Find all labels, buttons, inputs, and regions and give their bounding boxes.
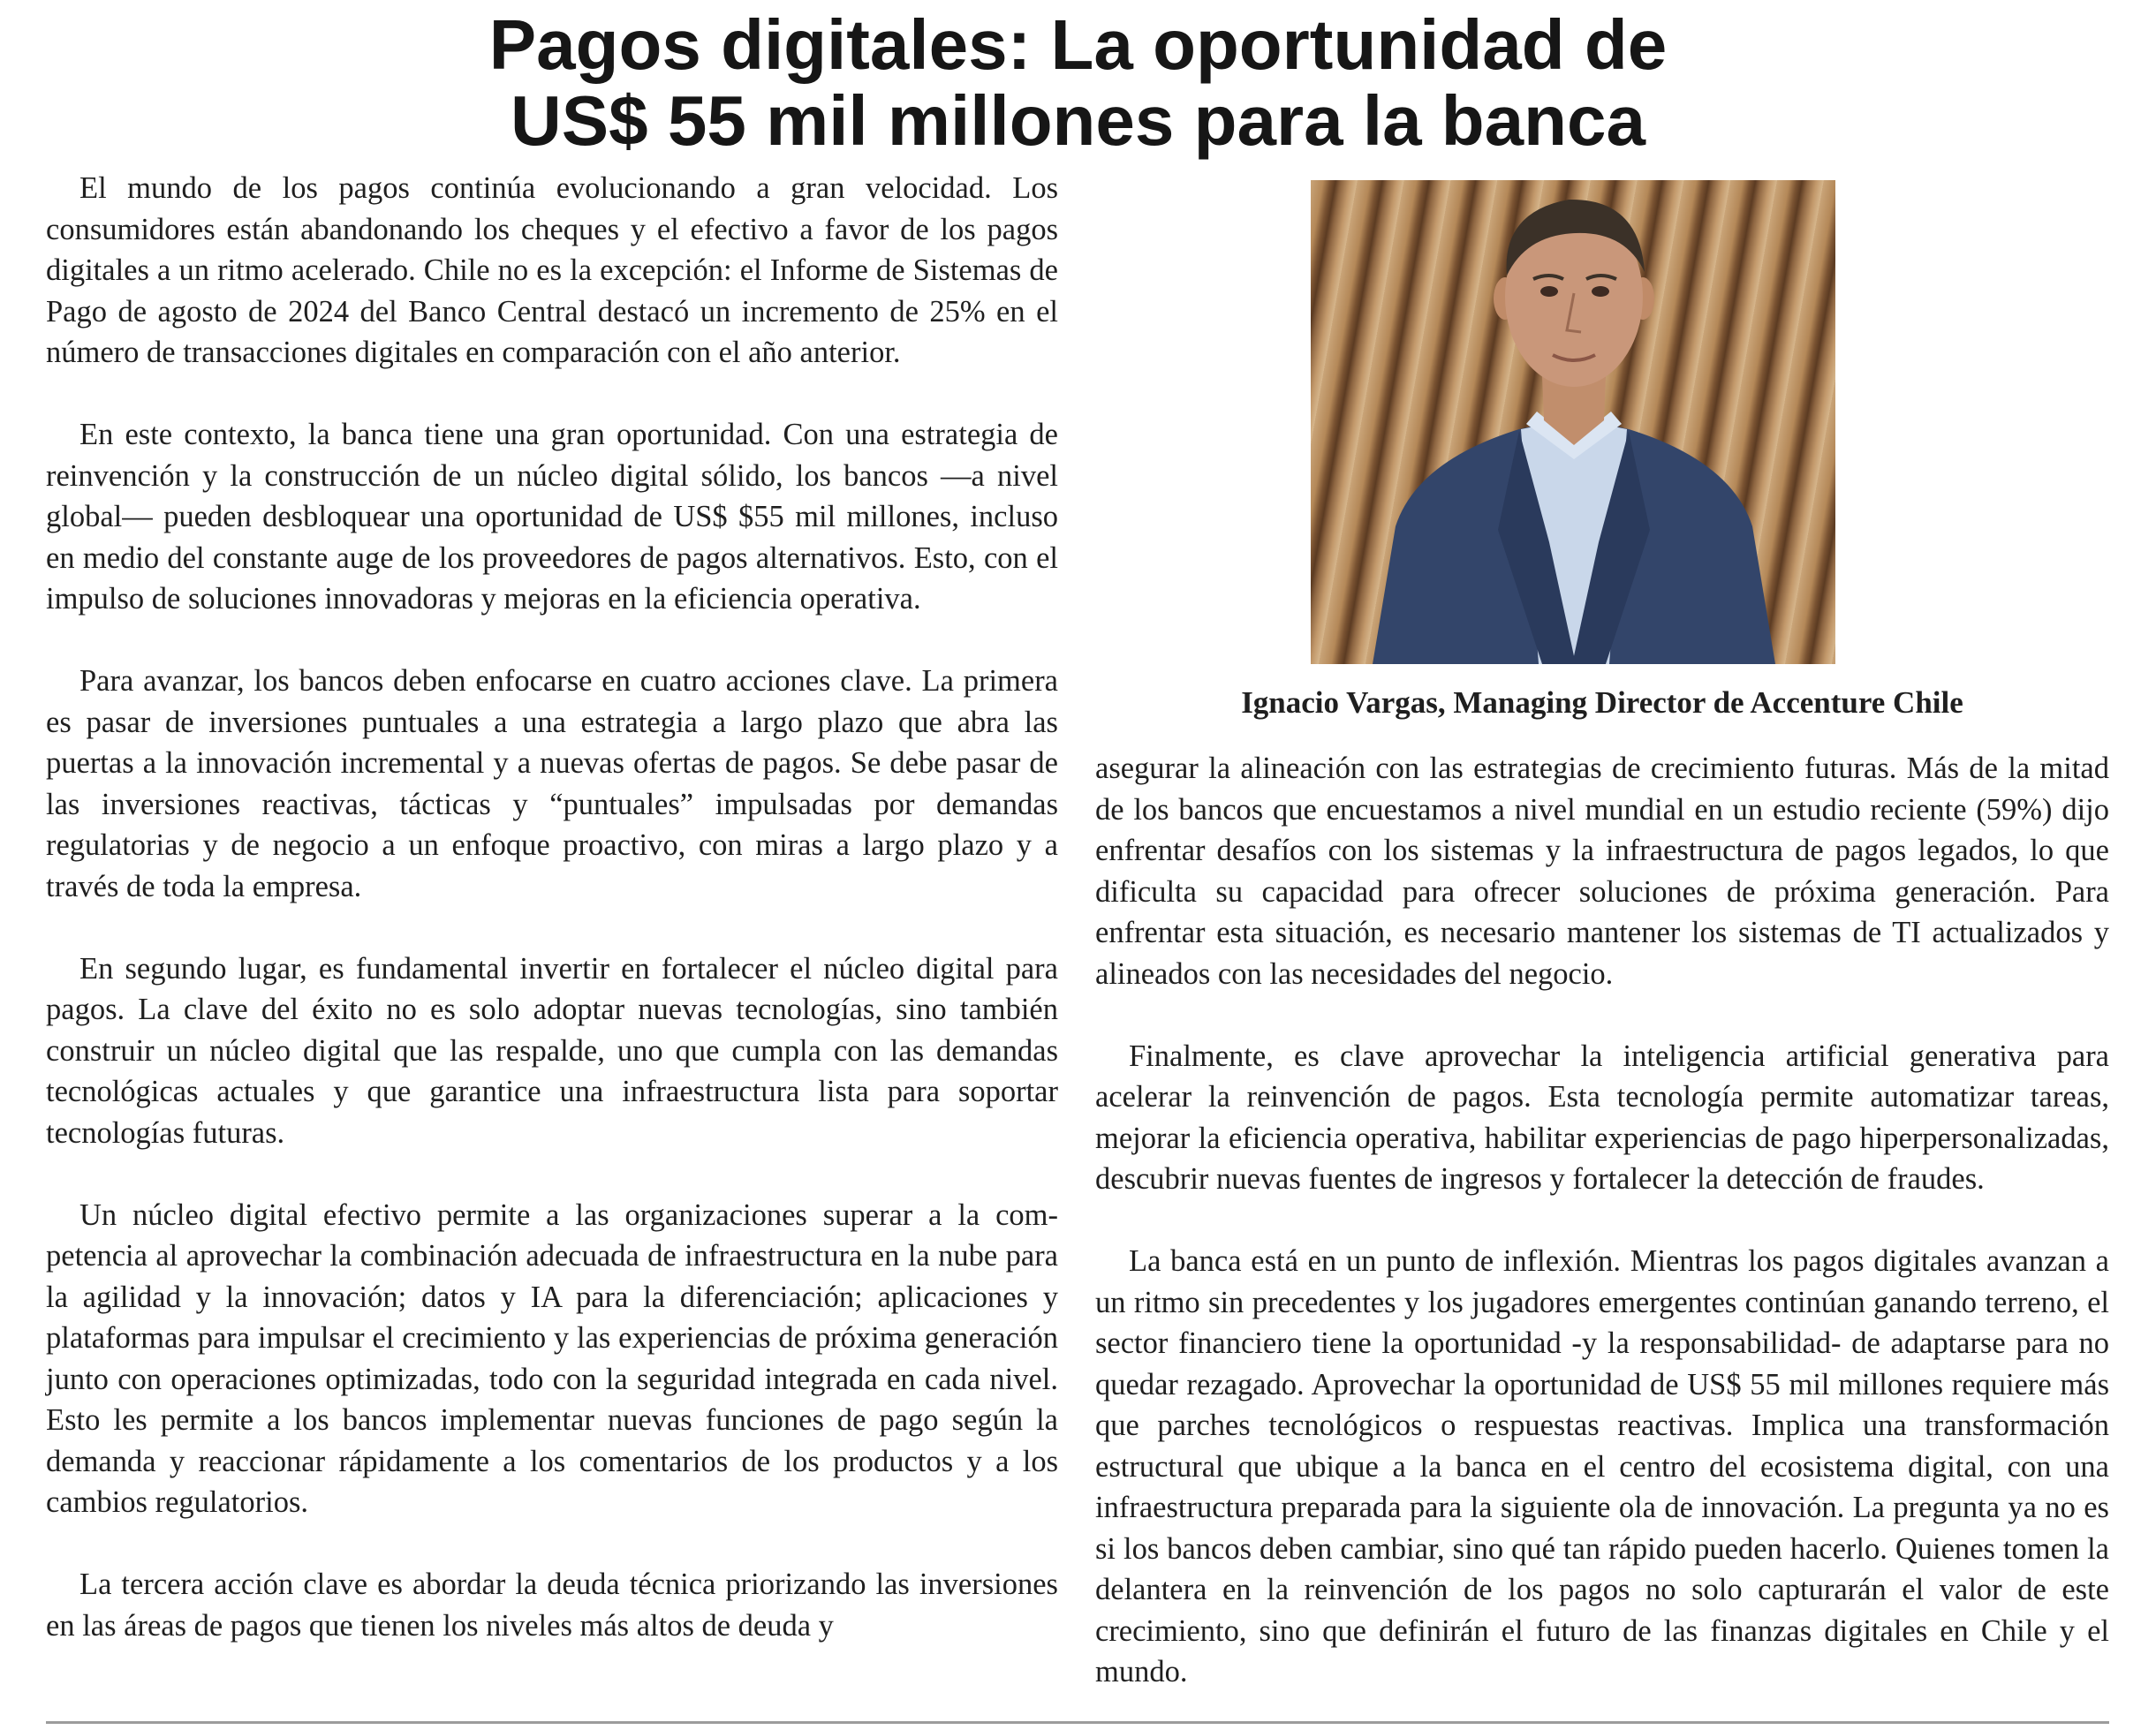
article-headline xyxy=(0,7,2156,159)
headline-line-1: Pagos digitales: La oportunidad de xyxy=(488,5,1668,84)
paragraph-6: La tercera acción clave es abordar la deuda técnica priorizando las inversiones en las áreas de pagos que tienen los niveles más altos de deuda y xyxy=(46,1568,1058,1643)
bottom-rule xyxy=(46,1721,2109,1724)
paragraph-5: Un núcleo digital efectivo permite a las organizaciones superar a la competencia al aprovechar la combinación adecuada de infraestructura en la nube para la agilidad y la innovación; datos y IA para la diferenciación; aplicaciones y plataformas para impulsar el crecimiento y las experiencias de próxima generación junto con operaciones optimizadas, todo con la seguridad integrada en cada nivel. Esto les permite a los bancos implementar nuevas funciones de pago según la demanda y reaccionar rápidamente a los comentarios de los productos y a los cambios regulatorios. xyxy=(46,1197,1058,1519)
paragraph-3: Para avanzar, los bancos deben enfocarse en cuatro acciones clave. La primera es pasar de inversiones puntuales a una estrategia a largo plazo que abra las puertas a la innovación incremental y a nuevas ofertas de pagos. Se debe pasar de las inversiones reactivas, tácticas y “puntuales” impulsadas por demandas regulatorias y de negocio a un enfoque proactivo, con miras a largo plazo y a través de toda la empresa. xyxy=(46,664,1058,903)
photo-caption: Ignacio Vargas, Managing Director de Accenture Chile xyxy=(1241,685,1963,720)
left-column xyxy=(46,168,1058,1646)
portrait-photo xyxy=(1311,180,1835,664)
paragraph-9: La banca está en un punto de inflexión. Mientras los pagos digitales avanzan a un ritmo sin precedentes y los jugadores emergentes continúan ganando terreno, el sector financiero tiene la oportunidad -y la responsabilidad- de adaptarse para no quedar rezagado. Aprovechar la oportunidad de US$ 55 mil millones requiere más que parches tecnológicos o respuestas reactivas. Implica una transformación estructural que ubique a la banca en el centro del ecosistema digital, con una infraestructura preparada para la siguiente ola de innovación. La pregunta ya no es si los bancos deben cambiar, sino qué tan rápido pueden hacerlo. Quienes tomen la delantera en la reinvención de los pagos no solo capturarán el valor de este crecimiento, sino que definirán el futuro de las finanzas digitales en Chile y el mundo. xyxy=(1095,1244,2109,1688)
portrait-illustration xyxy=(1311,180,1835,664)
paragraph-7: asegurar la alineación con las estrategias de crecimiento futuras. Más de la mitad de los bancos que encuestamos a nivel mundial en un estudio reciente (59%) dijo enfrentar desafíos con los sistemas y la infraestructura de pagos legados, lo que dificulta su capacidad para ofrecer soluciones de próxima generación. Para enfrentar esta situación, es necesario mantener los sistemas de TI actualizados y alineados con las necesidades del negocio. xyxy=(1095,752,2109,991)
paragraph-2: En este contexto, la banca tiene una gran oportunidad. Con una estrategia de reinvención y la construcción de un núcleo digital sólido, los bancos —a nivel global— pueden desbloquear una oportunidad de US$ $55 mil millones, incluso en medio del constante auge de los proveedores de pagos alternativos. Esto, con el impulso de soluciones innovadoras y mejoras en la eficiencia operativa. xyxy=(46,418,1058,616)
paragraph-1: El mundo de los pagos continúa evolucionando a gran velocidad. Los consumidores están abandonando los cheques y el efectivo a favor de los pagos digitales a un ritmo acelerado. Chile no es la excepción: el Informe de Sistemas de Pago de agosto de 2024 del Banco Central destacó un incremento de 25% en el número de transacciones digitales en comparación con el año anterior. xyxy=(46,171,1058,369)
right-column xyxy=(1095,748,2109,1693)
paragraph-4: En segundo lugar, es fundamental invertir en fortalecer el núcleo digital para pagos. La clave del éxito no es solo adoptar nuevas tecnologías, sino también construir un núcleo digital que las respalde, uno que cumpla con las demandas tecnológicas actuales y que garantice una infraestructura lista para soportar tecnologías futuras. xyxy=(46,951,1058,1150)
paragraph-8: Finalmente, es clave aprovechar la inteligencia artificial generativa para acelerar la reinvención de pagos. Esta tecnología permite automatizar tareas, mejorar la eficiencia operativa, habilitar experiencias de pago hiperpersonalizadas, descubrir nuevas fuentes de ingresos y fortalecer la detección de fraudes. xyxy=(1095,1039,2109,1196)
headline-line-2: US$ 55 mil millones para la banca xyxy=(511,81,1645,160)
